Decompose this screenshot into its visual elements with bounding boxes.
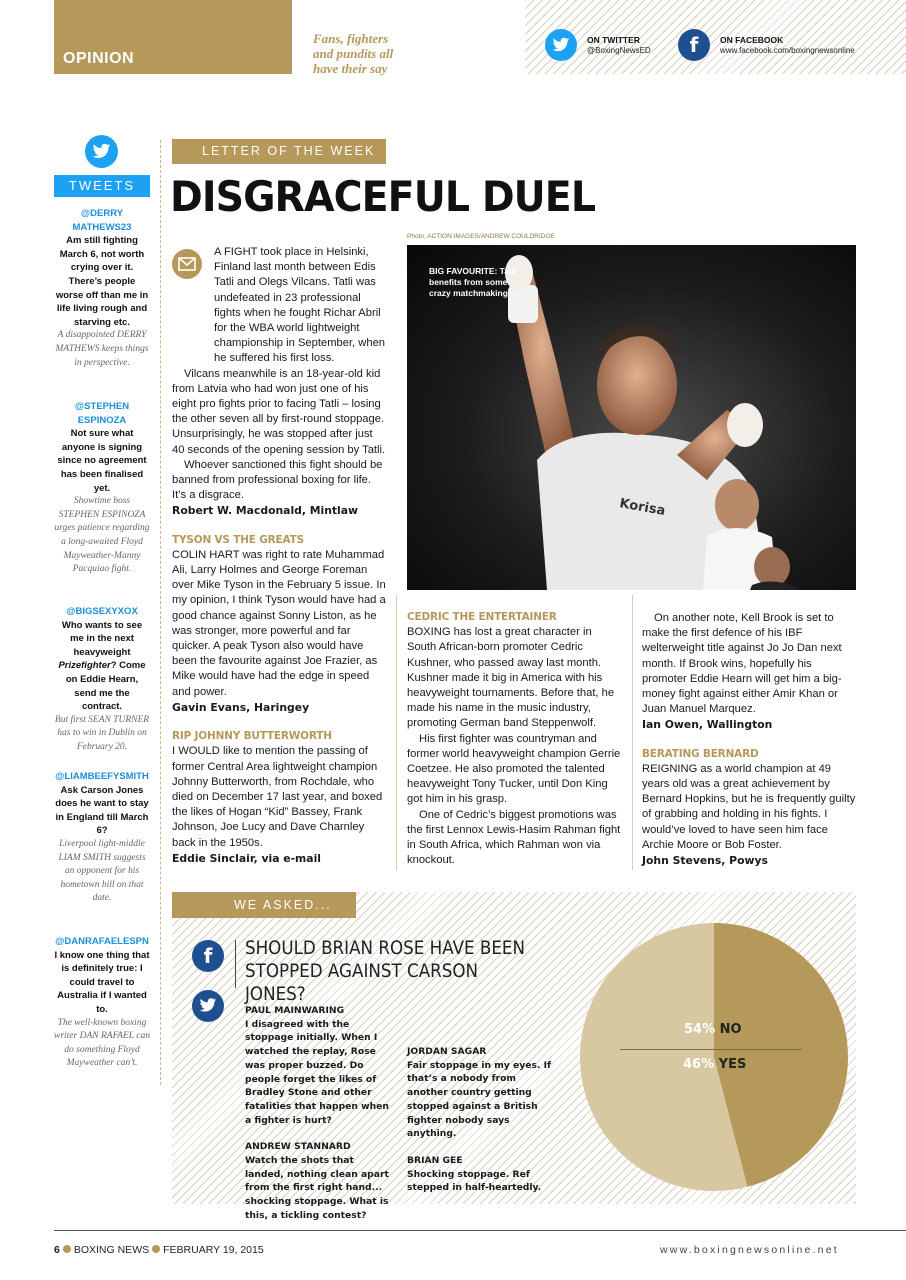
tagline-line: and pundits all (313, 46, 394, 61)
letter-title: BERATING BERNARD (642, 747, 759, 760)
footer-url[interactable]: www.boxingnewsonline.net (660, 1244, 839, 1256)
publication-name: BOXING NEWS (73, 1244, 150, 1256)
letter-paragraph: One of Cedric’s biggest promotions was the first Lennox Lewis-Hasim Rahman fight in South Africa, which Rahman won via knockout. (407, 808, 621, 867)
letter-paragraph: COLIN HART was right to rate Muhammad Ali, Larry Holmes and George Foreman over Mike Tyson in the February 5 issue. In my opinion, I think Tyson would have had a good chance against Sonny Liston, as he was stronger, more powerful and far quicker. A peak Tyson also would have been the favourite against Joe Frazier, as Mike would have had the edge in speed and power. (172, 548, 386, 698)
response-text: Fair stoppage in my eyes. If that’s a nobody from another country getting stopped against a British fighter nobody says anything. (407, 1059, 552, 1140)
tweet-body: I know one thing that is definitely true: I could travel to Australia if I wanted to. (54, 949, 150, 1015)
poll-label-no (684, 1022, 742, 1037)
poll-pct: 54% (684, 1022, 716, 1037)
poll-pie-chart (578, 912, 850, 1202)
twitter-handle[interactable]: @BoxingNewsED (587, 46, 651, 55)
poll-label-yes (683, 1057, 746, 1072)
letter-title: RIP JOHNNY BUTTERWORTH (172, 730, 332, 743)
responder-name: ANDREW STANNARD (245, 1141, 351, 1153)
letter-signature: Ian Owen, Wallington (642, 718, 773, 732)
section-tab (54, 0, 292, 74)
letter-title: CEDRIC THE ENTERTAINER (407, 611, 557, 623)
responses-column-2 (407, 1045, 557, 1195)
tweet (54, 935, 150, 1071)
tweet-note: The well-known boxing writer DAN RAFAEL can do something Floyd Mayweather can’t. (54, 1017, 150, 1069)
tweet-body: Am still fighting March 6, not worth crying over it. There’s people worse off than me in life living rough and starving etc. (55, 235, 149, 328)
tweet-body: Ask Carson Jones does he want to stay in England till March 6? (55, 784, 149, 837)
twitter-icon[interactable] (545, 29, 577, 61)
poll-pct: 46% (683, 1057, 715, 1072)
letter-signature: Eddie Sinclair, via e-mail (172, 851, 321, 865)
letter-signature: Robert W. Macdonald, Mintlaw (172, 504, 359, 518)
facebook-icon: f (192, 940, 224, 972)
letter-paragraph: On another note, Kell Brook is set to make the first defence of his IBF welterweight title against Jo Jo Dan next month. If Brook wins, hopefully his promoter Eddie Hearn will get him a big-money fight against either Amir Khan or Juan Manuel Marquez. (642, 612, 842, 716)
boxer-photo (407, 245, 856, 590)
tweet-body (54, 619, 150, 714)
tweet-note: A disappointed DERRY MATHEWS keeps things in perspective. (55, 330, 149, 368)
responses-column-1 (245, 1004, 395, 1223)
letters-column-2 (407, 596, 621, 868)
poll-answer: YES (718, 1057, 747, 1072)
we-asked-label: WE ASKED... (172, 892, 356, 918)
letters-column-3 (642, 611, 856, 868)
letter-paragraph: BOXING has lost a great character in South African-born promoter Cedric Kushner, who passed away last month. Kushner made it big in America with his heavyweight tournaments. Before that, he made his name in the music industry, promoting German band Steppenwolf. (407, 626, 615, 730)
facebook-url[interactable]: www.facebook.com/boxingnewsonline (720, 46, 855, 55)
response-text: Watch the shots that landed, nothing clean apart from the first right hand... shocking stoppage. What is this, a tickling contest? (245, 1155, 389, 1221)
photo-caption: BIG FAVOURITE: Tatli benefits from some crazy matchmaking (429, 266, 517, 298)
main-headline: DISGRACEFUL DUEL (170, 172, 596, 221)
column-divider (160, 140, 161, 1085)
letter-paragraph: REIGNING as a world champion at 49 years old was a great achievement by Bernard Hopkins, but he is frequently guilty of grabbing and holding in his fights. I would’ve loved to have seen him face Archie Moore or Bob Foster. (642, 762, 856, 851)
footer-folio (54, 1244, 264, 1256)
letter-of-the-week-label: LETTER OF THE WEEK (172, 139, 386, 164)
facebook-title: ON FACEBOOK (720, 35, 784, 45)
tweet (54, 605, 150, 755)
letter-paragraph: His first fighter was countryman and former world heavyweight champion Gerrie Coetzee. He also promoted the talented heavyweight Tony Tucker, until Don King got him in his grasp. (407, 732, 621, 806)
tweet-body-text: ? Come on Eddie Hearn, send me the contract. (65, 660, 146, 713)
tweet-body-italic: Prizefighter (58, 660, 111, 672)
tweet (54, 400, 150, 577)
tweet-body-text: Who wants to see me in the next heavyweight (61, 619, 143, 658)
tagline-line: Fans, fighters (313, 31, 389, 46)
issue-date: FEBRUARY 19, 2015 (163, 1244, 264, 1256)
letter-paragraph: A FIGHT took place in Helsinki, Finland last month between Edis Tatli and Olegs Vilcans. Tatli was undefeated in 23 professional fights when he fought Richar Abril for the WBA world lightweight championship in September, when he suffered his first loss. (214, 246, 386, 365)
twitter-icon (192, 990, 224, 1022)
tweet (54, 770, 150, 906)
tagline-line: have their say (313, 61, 388, 76)
tweet-body: Not sure what anyone is signing since no agreement has been finalised yet. (57, 428, 147, 494)
letter-signature: Gavin Evans, Haringey (172, 700, 310, 714)
poll-question: SHOULD BRIAN ROSE HAVE BEEN STOPPED AGAINST CARSON JONES? (245, 937, 526, 1005)
column-rule (632, 595, 633, 870)
tweet-note: But first SEAN TURNER has to win in Dublin on February 20. (54, 714, 150, 752)
social-strip (525, 0, 906, 74)
responder-name: JORDAN SAGAR (407, 1046, 487, 1057)
poll-divider (620, 1049, 802, 1050)
letter-title: TYSON VS THE GREATS (172, 533, 304, 546)
question-rule (235, 940, 236, 988)
tweet (54, 207, 150, 370)
photo-credit: Photo: ACTION IMAGES/ANDREW COULDRIDGE (407, 233, 555, 240)
tweet-handle[interactable]: @BIGSEXYXOX (66, 606, 138, 617)
svg-text:Korisa: Korisa (618, 496, 667, 519)
tweet-handle[interactable]: @DANRAFAELESPN (55, 936, 149, 947)
tweet-note: Liverpool light-middle LIAM SMITH suggests an opponent for his hometown bill on that date. (58, 838, 146, 904)
letters-column-1 (172, 245, 386, 866)
responder-name: PAUL MAINWARING (245, 1005, 345, 1016)
section-label: OPINION (63, 50, 135, 67)
response-text: Shocking stoppage. Ref stepped in half-heartedly. (407, 1168, 542, 1194)
tagline (313, 31, 433, 76)
facebook-icon[interactable]: f (678, 29, 710, 61)
page-number: 6 (54, 1244, 60, 1256)
column-rule (396, 595, 397, 870)
tweet-handle[interactable]: @STEPHEN ESPINOZA (74, 401, 130, 426)
footer-rule (54, 1230, 906, 1231)
letter-paragraph: Whoever sanctioned this fight should be banned from professional boxing for life. It’s a disgrace. (172, 458, 383, 502)
letter-paragraph: I WOULD like to mention the passing of former Central Area lightweight champion Johnny Butterworth, from Rochdale, who died on December 17 last year, and boxed the likes of Hogan “Kid” Bassey, Frank Johnson, Joe Lucy and Dave Charnley back in the 1950s. (172, 745, 383, 849)
twitter-icon (85, 135, 118, 168)
tweet-handle[interactable]: @DERRY MATHEWS23 (72, 208, 132, 233)
responder-name: BRIAN GEE (407, 1154, 463, 1166)
tweet-handle[interactable]: @LIAMBEEFYSMITH (55, 771, 149, 782)
bullet-dot (63, 1245, 71, 1253)
letter-signature: John Stevens, Powys (642, 854, 768, 868)
poll-answer: NO (719, 1022, 742, 1037)
tweet-note: Showtime boss STEPHEN ESPINOZA urges patience regarding a long-awaited Floyd Mayweather-Manny Pacquiao fight. (54, 496, 150, 575)
response-text: I disagreed with the stoppage initially. When I watched the replay, Rose was proper buzzed. Do people forget the likes of Bradley Stone and other fatalities that happen when a fighter is hurt? (245, 1018, 389, 1126)
bullet-dot (152, 1245, 160, 1253)
tweets-heading: TWEETS (54, 175, 150, 197)
letter-paragraph: Vilcans meanwhile is an 18-year-old kid from Latvia who had won just one of his eight pro fights prior to facing Tatli – losing the other seven all by first-round stoppage. Unsurprisingly, he was stopped after just 40 seconds of the opening session by Tatli. (172, 367, 386, 456)
twitter-title: ON TWITTER (587, 35, 640, 45)
